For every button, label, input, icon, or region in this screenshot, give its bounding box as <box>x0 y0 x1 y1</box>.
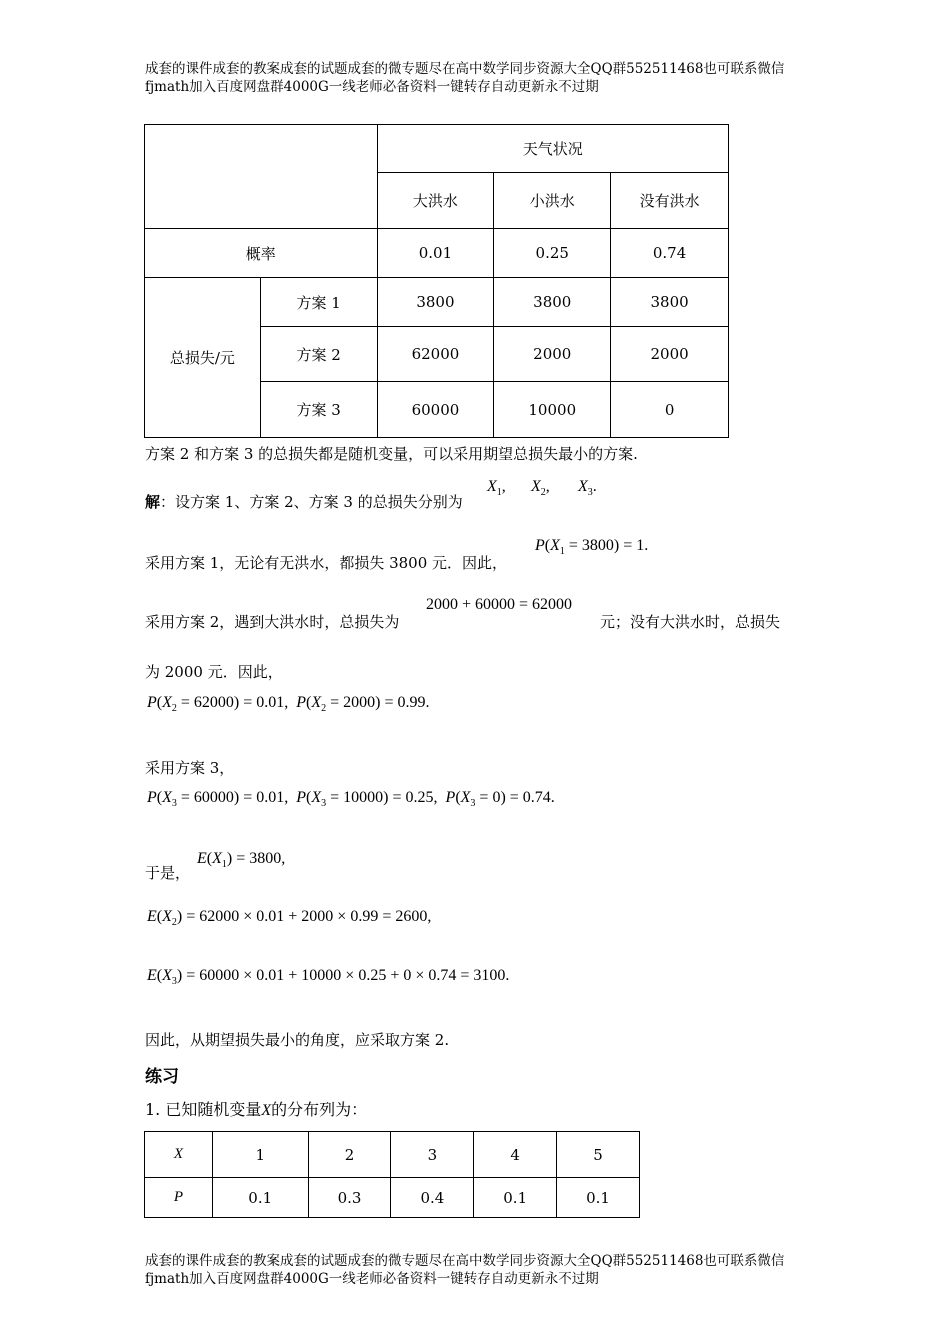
loss-value: 0 <box>611 382 729 438</box>
var-x2: $X_2$, <box>531 478 550 498</box>
p-value: 0.1 <box>474 1178 557 1218</box>
practice-title: 练习 <box>145 1067 179 1087</box>
plan2-line-c: 为 2000 元．因此， <box>145 663 283 681</box>
plan2-line-a: 采用方案 2，遇到大洪水时，总损失为 <box>145 613 400 631</box>
col-small-flood: 小洪水 <box>494 173 611 229</box>
x-value: 3 <box>391 1132 474 1178</box>
plan2-line-b: 元；没有大洪水时，总损失 <box>600 613 781 631</box>
e-x2-eq: $E(X_2) = 62000 \times 0.01 + 2000 \times 0.99 = 2600$, <box>147 908 432 928</box>
p-x1-eq: $P(X_1 = 3800) = 1$. <box>535 537 649 557</box>
p-value: 0.4 <box>391 1178 474 1218</box>
loss-value: 60000 <box>377 382 494 438</box>
yushi-label: 于是， <box>145 864 191 882</box>
p-value: 0.1 <box>557 1178 640 1218</box>
sum-eq: 2000 + 60000 = 62000 <box>426 596 573 613</box>
prob-value: 0.25 <box>494 229 611 278</box>
loss-value: 62000 <box>377 327 494 382</box>
loss-value: 3800 <box>611 278 729 327</box>
p-value: 0.1 <box>212 1178 308 1218</box>
distribution-table <box>144 1131 640 1218</box>
x-value: 1 <box>212 1132 308 1178</box>
prob-value: 0.74 <box>611 229 729 278</box>
x-value: 2 <box>308 1132 391 1178</box>
solution-line: 解：设方案 1、方案 2、方案 3 的总损失分别为 <box>145 493 463 511</box>
loss-value: 2000 <box>611 327 729 382</box>
weather-header: 天气状况 <box>377 125 728 173</box>
loss-value: 2000 <box>494 327 611 382</box>
col-no-flood: 没有洪水 <box>611 173 729 229</box>
p-label: P <box>145 1178 213 1218</box>
p-x3-eqs: $P(X_3 = 60000) = 0.01$, $P(X_3 = 10000) = 0.25$, $P(X_3 = 0) = 0.74$. <box>147 789 555 809</box>
x-value: 4 <box>474 1132 557 1178</box>
conclusion-line: 因此，从期望损失最小的角度，应采取方案 2. <box>145 1031 450 1049</box>
p-x2-eqs: $P(X_2 = 62000) = 0.01$, $P(X_2 = 2000) = 0.99$. <box>147 694 430 714</box>
empty-corner-cell <box>145 125 378 229</box>
prob-value: 0.01 <box>377 229 494 278</box>
e-x3-eq: $E(X_3) = 60000 \times 0.01 + 10000 \times 0.25 + 0 \times 0.74 = 3100$. <box>147 967 510 987</box>
plan-name: 方案 3 <box>260 382 377 438</box>
loss-value: 10000 <box>494 382 611 438</box>
loss-label: 总损失/元 <box>145 278 261 438</box>
page-footer: 成套的课件成套的教案成套的试题成套的微专题尽在高中数学同步资源大全QQ群552511468也可联系微信fjmath加入百度网盘群4000G一线老师必备资料一键转存自动更新永不过期 <box>145 1253 785 1287</box>
loss-table <box>144 124 729 438</box>
prob-label: 概率 <box>145 229 378 278</box>
plan-name: 方案 2 <box>260 327 377 382</box>
plan3-line: 采用方案 3， <box>145 759 235 777</box>
plan-name: 方案 1 <box>260 278 377 327</box>
var-x1: $X_1$, <box>487 478 506 498</box>
intro-line: 方案 2 和方案 3 的总损失都是随机变量，可以采用期望总损失最小的方案. <box>145 445 638 463</box>
col-big-flood: 大洪水 <box>377 173 494 229</box>
var-x3: $X_3$. <box>578 478 597 498</box>
page-header: 成套的课件成套的教案成套的试题成套的微专题尽在高中数学同步资源大全QQ群552511468也可联系微信fjmath加入百度网盘群4000G一线老师必备资料一键转存自动更新永不过期 <box>145 61 785 95</box>
loss-value: 3800 <box>494 278 611 327</box>
p-value: 0.3 <box>308 1178 391 1218</box>
question-1: 1. 已知随机变量X的分布列为： <box>145 1100 368 1119</box>
e-x1-eq: $E(X_1) = 3800$, <box>197 850 286 870</box>
loss-value: 3800 <box>377 278 494 327</box>
x-label: X <box>145 1132 213 1178</box>
solution-label: 解 <box>145 493 161 511</box>
plan1-line: 采用方案 1，无论有无洪水，都损失 3800 元．因此， <box>145 554 508 572</box>
x-value: 5 <box>557 1132 640 1178</box>
